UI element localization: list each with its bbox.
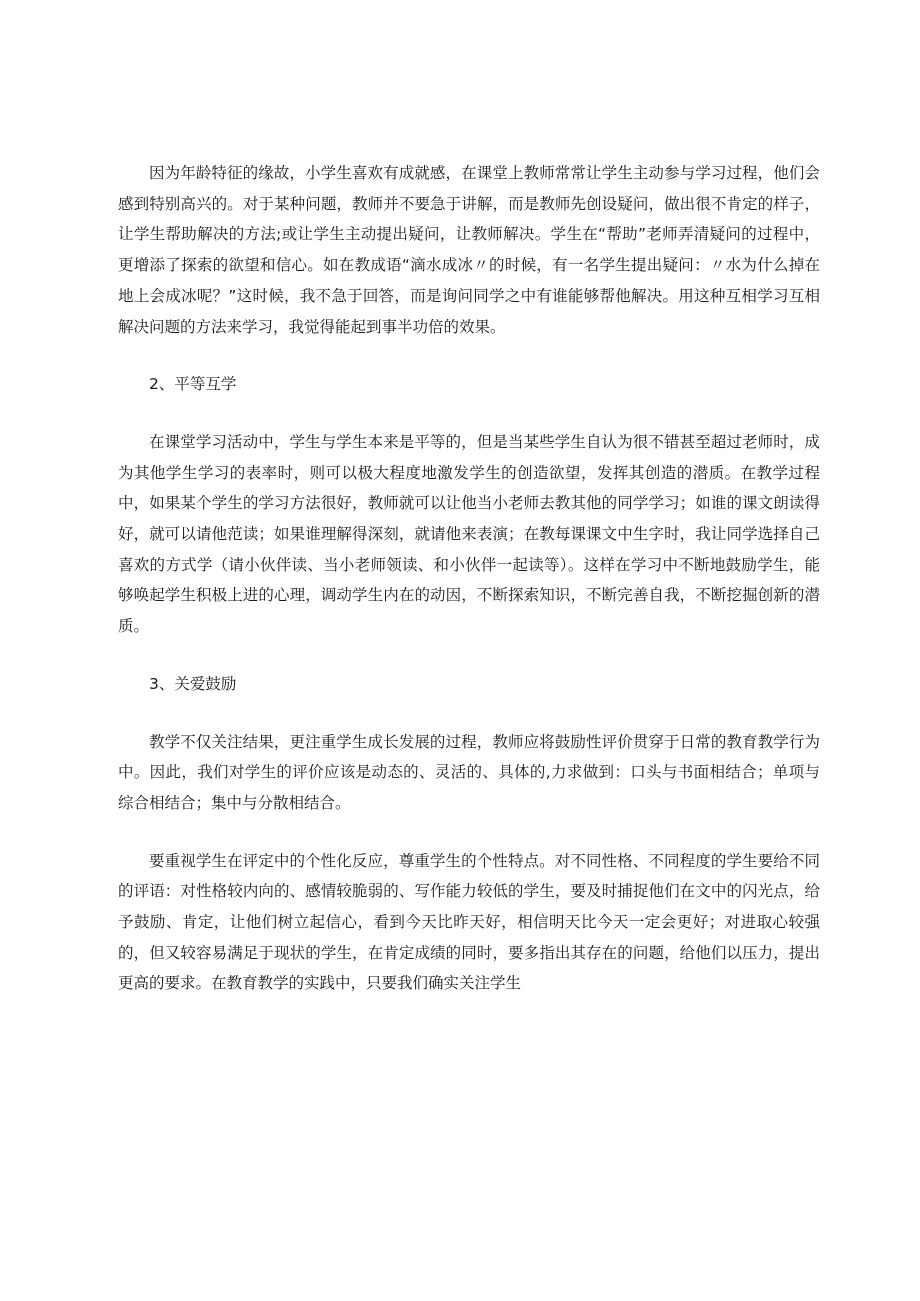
paragraph-individualized-feedback: 要重视学生在评定中的个性化反应，尊重学生的个性特点。对不同性格、不同程度的学生要给不同的评语：对性格较内向的、感情较脆弱的、写作能力较低的学生，要及时捕捉他们在文中的闪光点，给予鼓励、肯定，让他们树立起信心，看到今天比昨天好，相信明天比今天一定会更好；对进取心较强的，但又较容易满足于现状的学生，在肯定成绩的同时，要多指出其存在的问题，给他们以压力，提出更高的要求。在教育教学的实践中，只要我们确实关注学生: [118, 851, 820, 993]
section-heading-equal-mutual-learning: 2、平等互学: [149, 375, 237, 394]
paragraph-encouraging-evaluation: 教学不仅关注结果，更注重学生成长发展的过程，教师应将鼓励性评价贯穿于日常的教育教学行为中。因此，我们对学生的评价应该是动态的、灵活的、具体的,力求做到：口头与书面相结合；单项与综合相结合；集中与分散相结合。: [118, 732, 820, 812]
paragraph-sense-of-achievement: 因为年龄特征的缘故，小学生喜欢有成就感，在课堂上教师常常让学生主动参与学习过程，他们会感到特别高兴的。对于某种问题，教师并不要急于讲解，而是教师先创设疑问，做出很不肯定的样子，让学生帮助解决的方法;或让学生主动提出疑问，让教师解决。学生在“帮助”老师弄清疑问的过程中，更增添了探索的欲望和信心。如在教成语“滴水成冰〃的时候，有一名学生提出疑问：〃水为什么掉在地上会成冰呢？”这时候，我不急于回答，而是询问同学之中有谁能够帮他解决。用这种互相学习互相解决问题的方法来学习，我觉得能起到事半功倍的效果。: [118, 164, 820, 336]
paragraph-equal-mutual-learning: 在课堂学习活动中，学生与学生本来是平等的，但是当某些学生自认为很不错甚至超过老师时，成为其他学生学习的表率时，则可以极大程度地激发学生的创造欲望，发挥其创造的潜质。在教学过程中，如果某个学生的学习方法很好，教师就可以让他当小老师去教其他的同学学习；如谁的课文朗读得好，就可以请他范读；如果谁理解得深刻，就请他来表演；在教每课课文中生字时，我让同学选择自己喜欢的方式学（请小伙伴读、当小老师领读、和小伙伴一起读等）。这样在学习中不断地鼓励学生，能够唤起学生积极上进的心理，调动学生内在的动因，不断探索知识，不断完善自我，不断挖掘创新的潜质。: [118, 432, 820, 636]
document-body: [118, 158, 820, 999]
section-heading-care-encouragement: 3、关爱鼓励: [149, 674, 237, 693]
